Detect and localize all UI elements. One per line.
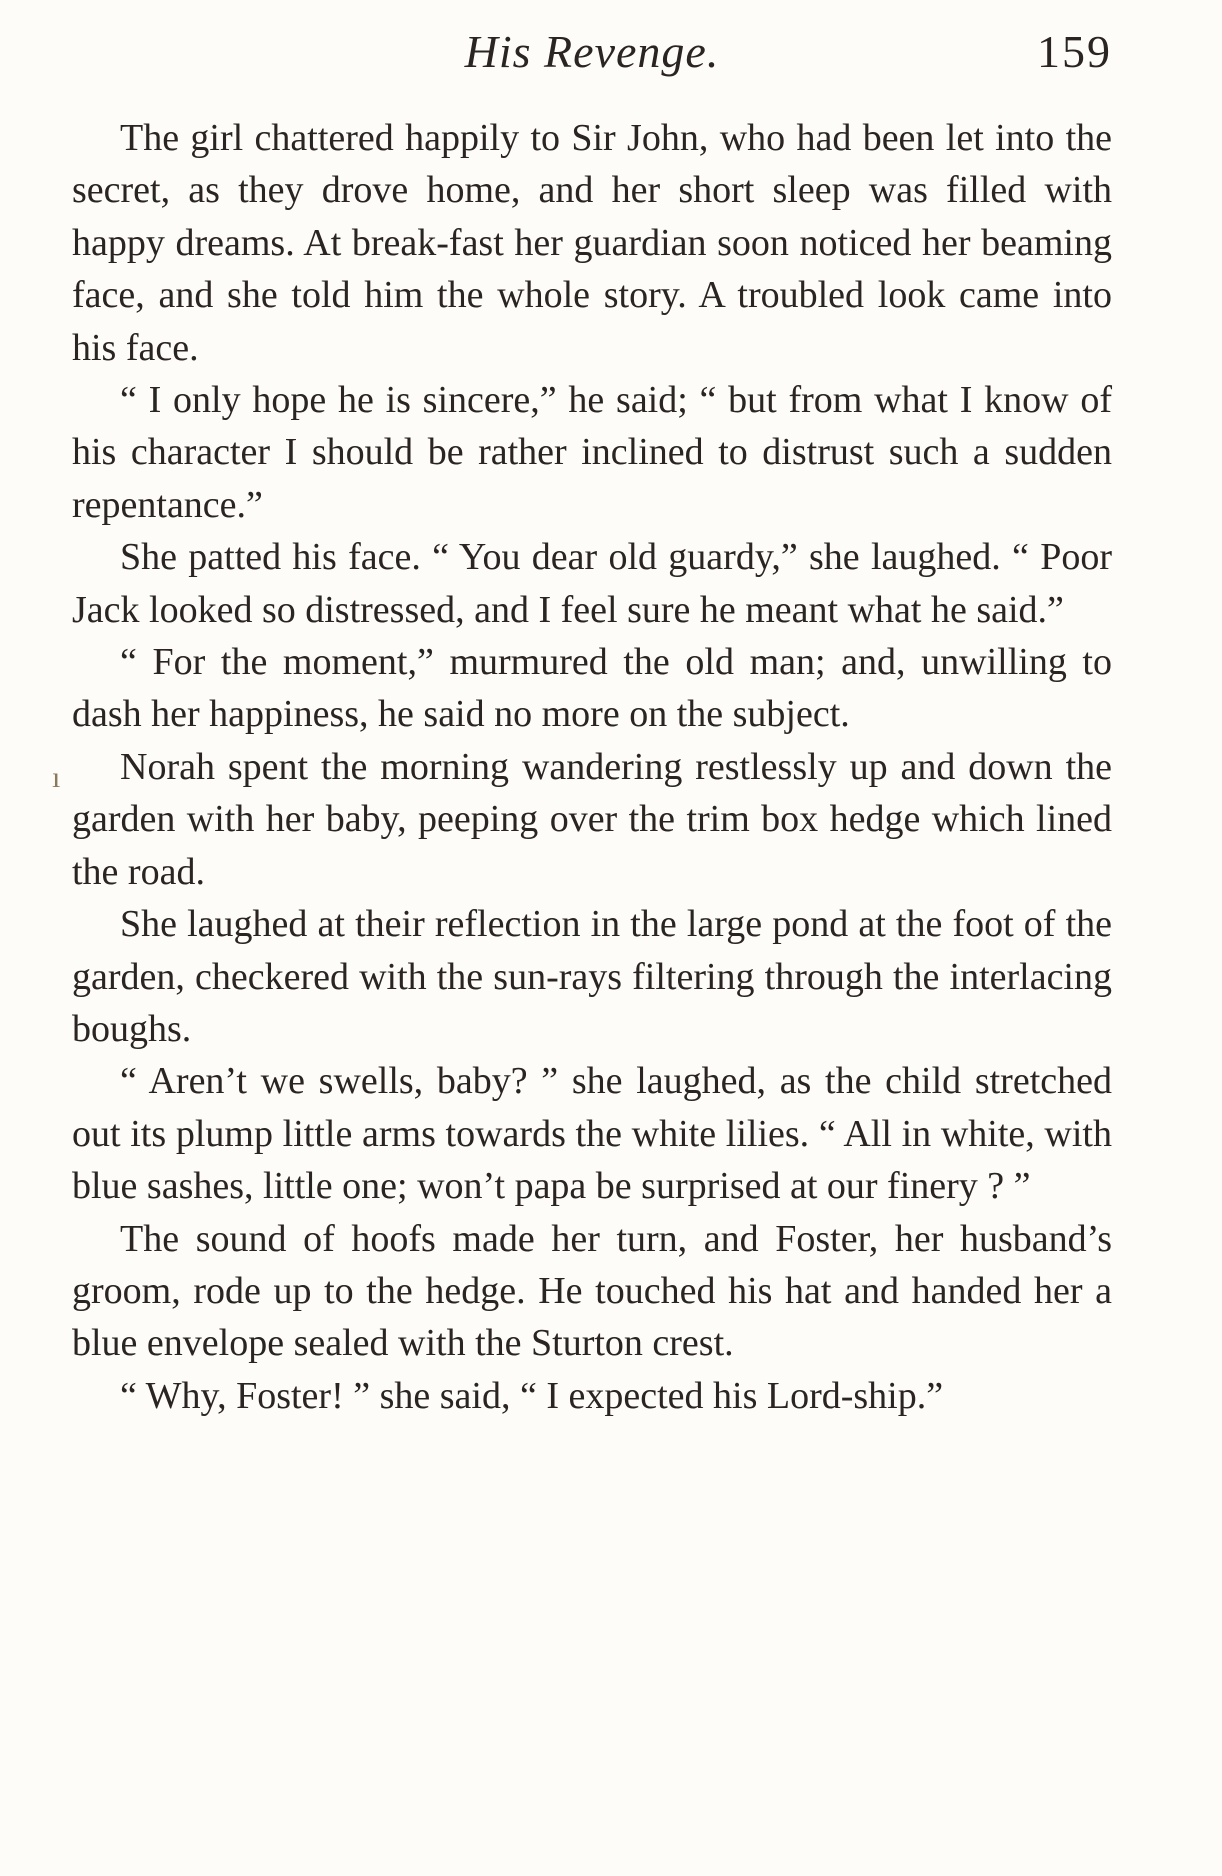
paragraph: “ For the moment,” murmured the old man; and, unwilling to dash her happiness, he said no more on the subject. [72, 641, 1112, 736]
paragraph: Norah spent the morning wandering restlessly up and down the garden with her baby, peeping over the trim box hedge which lined the road. [72, 745, 1112, 893]
paragraph: The girl chattered happily to Sir John, who had been let into the secret, as they drove home, and her short sleep was filled with happy dreams. At break-fast her guardian soon noticed her beaming face, and she told him the whole story. A troubled look came into his face. [72, 117, 1112, 369]
running-head [72, 20, 1112, 84]
paragraph: She laughed at their reflection in the large pond at the foot of the garden, checkered with the sun-rays filtering through the interlacing boughs. [72, 903, 1112, 1050]
page-number: 159 [1037, 26, 1112, 77]
paragraph: “ I only hope he is sincere,” he said; “ but from what I know of his character I should be rather inclined to distrust such a sudden repentance.” [72, 379, 1112, 526]
running-title: His Revenge. [464, 26, 720, 77]
paragraph: “ Why, Foster! ” she said, “ I expected his Lord-ship.” [120, 1374, 944, 1417]
paragraph: The sound of hoofs made her turn, and Foster, her husband’s groom, rode up to the hedge. He touched his hat and handed her a blue envelope sealed with the Sturton crest. [72, 1217, 1112, 1365]
margin-ink-mark: ı [52, 761, 61, 794]
paragraph: “ Aren’t we swells, baby? ” she laughed, as the child stretched out its plump little arms towards the white lilies. “ All in white, with blue sashes, little one; won’t papa be surprised at our finery ? ” [72, 1060, 1112, 1208]
paragraph: She patted his face. “ You dear old guardy,” she laughed. “ Poor Jack looked so distressed, and I feel sure he meant what he said.” [72, 536, 1112, 631]
body-text [72, 112, 1112, 1422]
